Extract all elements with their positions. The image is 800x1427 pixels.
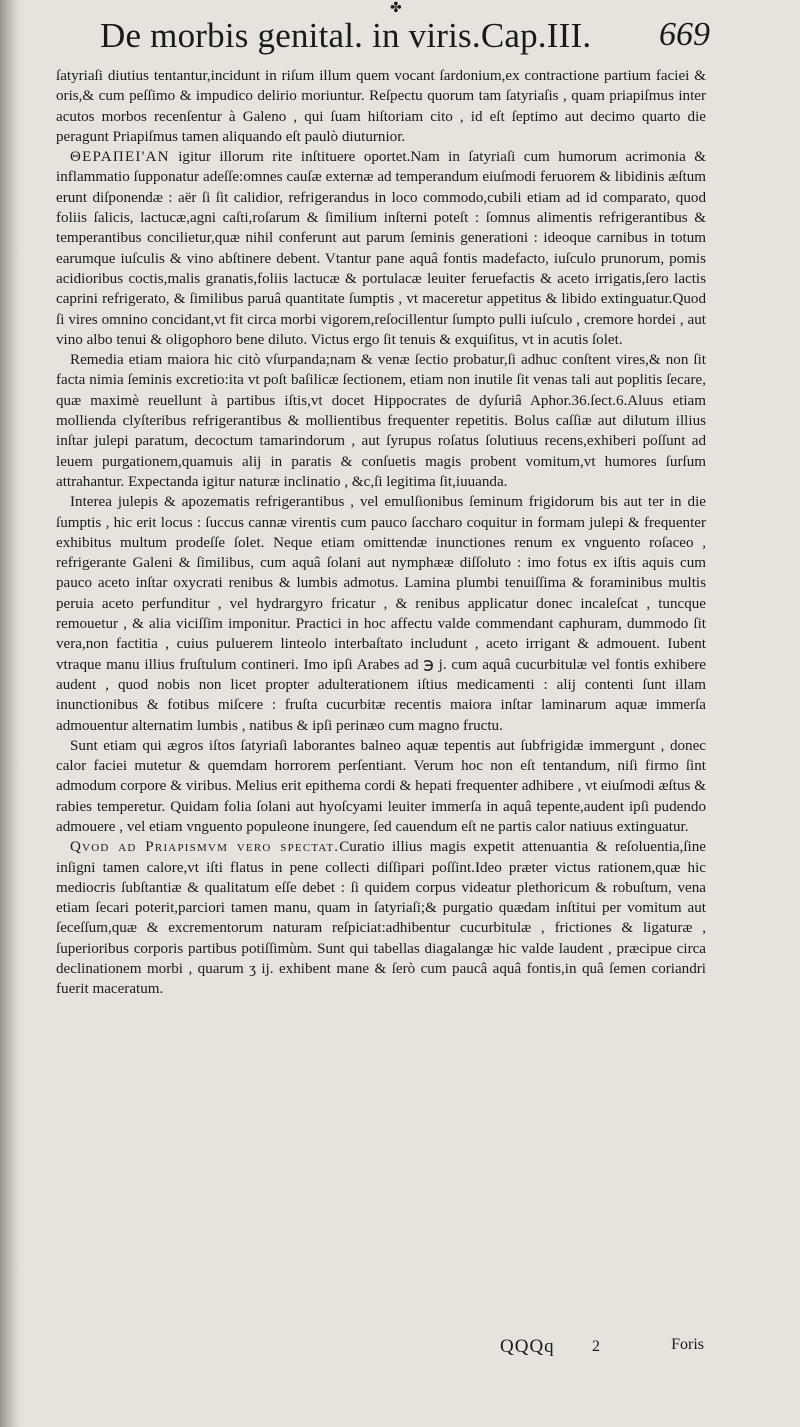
paragraph-2: [56, 147, 706, 350]
top-ornament: ✤: [390, 0, 402, 16]
running-title: De morbis genital. in viris.Cap.III.: [100, 16, 592, 55]
gutter-shadow: [0, 0, 22, 1427]
page-number: 669: [659, 16, 710, 53]
page-footer: [500, 1336, 704, 1362]
therapeia-lead-in: ΘΕΡΑΠΕΙ'ΑΝ: [70, 149, 170, 166]
priapism-lead-in: Qvod ad Priapismvm vero spectat.: [70, 839, 340, 856]
paragraph-6: [56, 837, 706, 999]
paragraph-5: Sunt etiam qui ægros iſtos ſatyriaſi laborantes balneo aquæ tepentis aut ſubfrigidæ immergunt , donec calor faciei mutetur & quemdam horrorem perſentiant. Verum hoc non eſt tentandum, niſi firmo ſint admodum corpore & viribus. Melius erit epithema cordi & hepati frequenter adhibere , vt eiuſmodi æſtus & rabies temperetur. Quidam folia ſolani aut hyoſcyami leuiter immerſa in aquâ tepente,audent ipſi pudendo admouere , vel etiam vnguento populeone inungere, ſed cauendum eſt ne partis calor natiuus extinguatur.: [56, 737, 706, 835]
signature-number: 2: [592, 1338, 600, 1355]
paragraph-3: Remedia etiam maiora hic citò vſurpanda;nam & venæ ſectio probatur,ſi adhuc conſtent vires,& non ſit facta nimia ſeminis excretio:ita vt poſt baſilicæ ſectionem, etiam non inutile ſit venas tali aut poplitis ſecare, quæ maximè reuellunt à partibus iſtis,vt docet Hippocrates de dyſuriâ Aphor.36.ſect.6.Aluus etiam mollienda clyſteribus refrigerantibus & mollientibus frequenter repetitis. Bolus caſſiæ aut dilutum illius inſtar julepi paratum, decoctum tamarindorum , aut ſyrupus roſatus ſolutiuus recens,exhiberi poſſunt ad leuem purgationem,quamuis alij in paratis & conſuetis magis probent vomitum,vt humores ſurſum attrahantur. Expectanda igitur naturæ inclinatio , &c,ſi legitima ſit,iuuanda.: [56, 352, 706, 490]
body-text: [56, 66, 706, 1000]
signature-mark: QQQq: [500, 1336, 555, 1357]
catchword: Foris: [671, 1336, 704, 1353]
paragraph-1: ſatyriaſi diutius tentantur,incidunt in riſum illum quem vocant ſardonium,ex contractione partium faciei & oris,& cum peſſimo & impudico delirio moriuntur. Reſpectu quorum tam ſatyriaſis , quam priapiſmus inter acutos morbos recenſentur à Galeno , qui ſuam hiſtoriam cito , id eſt ſeptimo aut decimo quarto die peragunt Priapiſmus tamen aliquando eſt paulò diuturnior.: [56, 68, 706, 145]
paragraph-2-text: igitur illorum rite inſtituere oportet.Nam in ſatyriaſi cum humorum acrimonia & inflammatio ſupponatur adeſſe:omnes cauſæ externæ ad temperandum eiuſmodi feruorem & libidinis æſtum erunt diſponendæ : aër ſi ſit calidior, refrigerandus in loco commodo,cubili etiam ad id comparato, quod foliis ſalicis, lactucæ,agni caſti,roſarum & ſimilium inſterni poteſt : ſomnus alimentis refrigerantibus & temperantibus concilietur,quæ nihil conferunt aut parum ſeminis generationi : ideoque carnibus in totum earumque iuſculis & vino abſtinere debent. Vtantur pane aquâ fontis madefacto, iuſculo prunorum, pomis acidioribus coctis,malis granatis,foliis lactucæ & portulacæ leuiter feruefactis & aceto irrigatis,ſero lactis caprini refrigerato, & ſimilibus paruâ quantitate ſumptis , vt maceretur appetitus & libido extinguatur.Quod ſi vires omnino concidant,vt fit circa morbi vigorem,reſocillentur ſumpto pulli iuſculo , cremore hordei , aut vino albo tenui & oligophoro bene diluto. Victus ergo ſit tenuis & exquiſitus, vt in acutis ſolet.: [56, 149, 706, 348]
page-header: [100, 16, 710, 64]
paragraph-6-text: Curatio illius magis expetit attenuantia & reſoluentia,ſine inſigni tamen calore,vt iſti flatus in pene collecti diſſipari poſſint.Ideo præter victus rationem,quæ hic mediocris ſubſtantiæ & qualitatum eſſe debet : ſi quidem corpus videatur plethoricum & robuſtum, vena etiam ſecari poterit,parciori tamen manu, quam in ſatyriaſi;& purgatio quædam inſtitui per vomitum aut ſeceſſum,quæ & excrementorum naturam reſpiciat:adhibentur cucurbitulæ , frictiones & ligaturæ , ſuperioribus corporis partibus potiſſimùm. Sunt qui tabellas diagalangæ hic valde laudent , præcipue circa declinationem morbi , quarum ʒ ij. exhibent mane & ſerò cum paucâ aquâ fontis,in quâ ſemen coriandri fuerit maceratum.: [56, 839, 706, 998]
paragraph-4: Interea julepis & apozematis refrigerantibus , vel emulſionibus ſeminum frigidorum bis aut ter in die ſumptis , hic erit locus : ſuccus cannæ virentis cum pauco ſaccharo coquitur in formam julepi & frequenter exhibitus multum prodeſſe ſolet. Neque etiam omittendæ inunctiones renum ex vnguento roſaceo , refrigerante Galeni & ſimilibus, cum aquâ ſolani aut nymphææ diſſoluto : imo fotus ex iſtis aquis cum pauco aceto inſtar oxycrati renibus & lumbis admotus. Lamina plumbi tenuiſſima & foraminibus multis peruia aceto perfunditur , vel hydrargyro fricatur , & renibus applicatur donec incaleſcat , tuncque remouetur , & alia viciſſim imponitur. Practici in hoc affectu valde commendant caphuram, dummodo ſit vera,non factitia , cuius puluerem linteolo interbaſtato includunt , aceto irrigant & admouent. Iubent vtraque manu illius fruſtulum contineri. Imo ipſi Arabes ad ℈ j. cum aquâ cucurbitulæ vel fontis exhibere audent , quod nobis non licet propter adulterationem iſtius medicamenti : alij contenti ſunt illam inunctionibus & fotibus miſcere : fruſta cucurbitæ recentis maiora inſtar laminarum aquæ immerſa admouentur alternatim lumbis , natibus & ipſi perinæo cum magno fructu.: [56, 494, 706, 734]
